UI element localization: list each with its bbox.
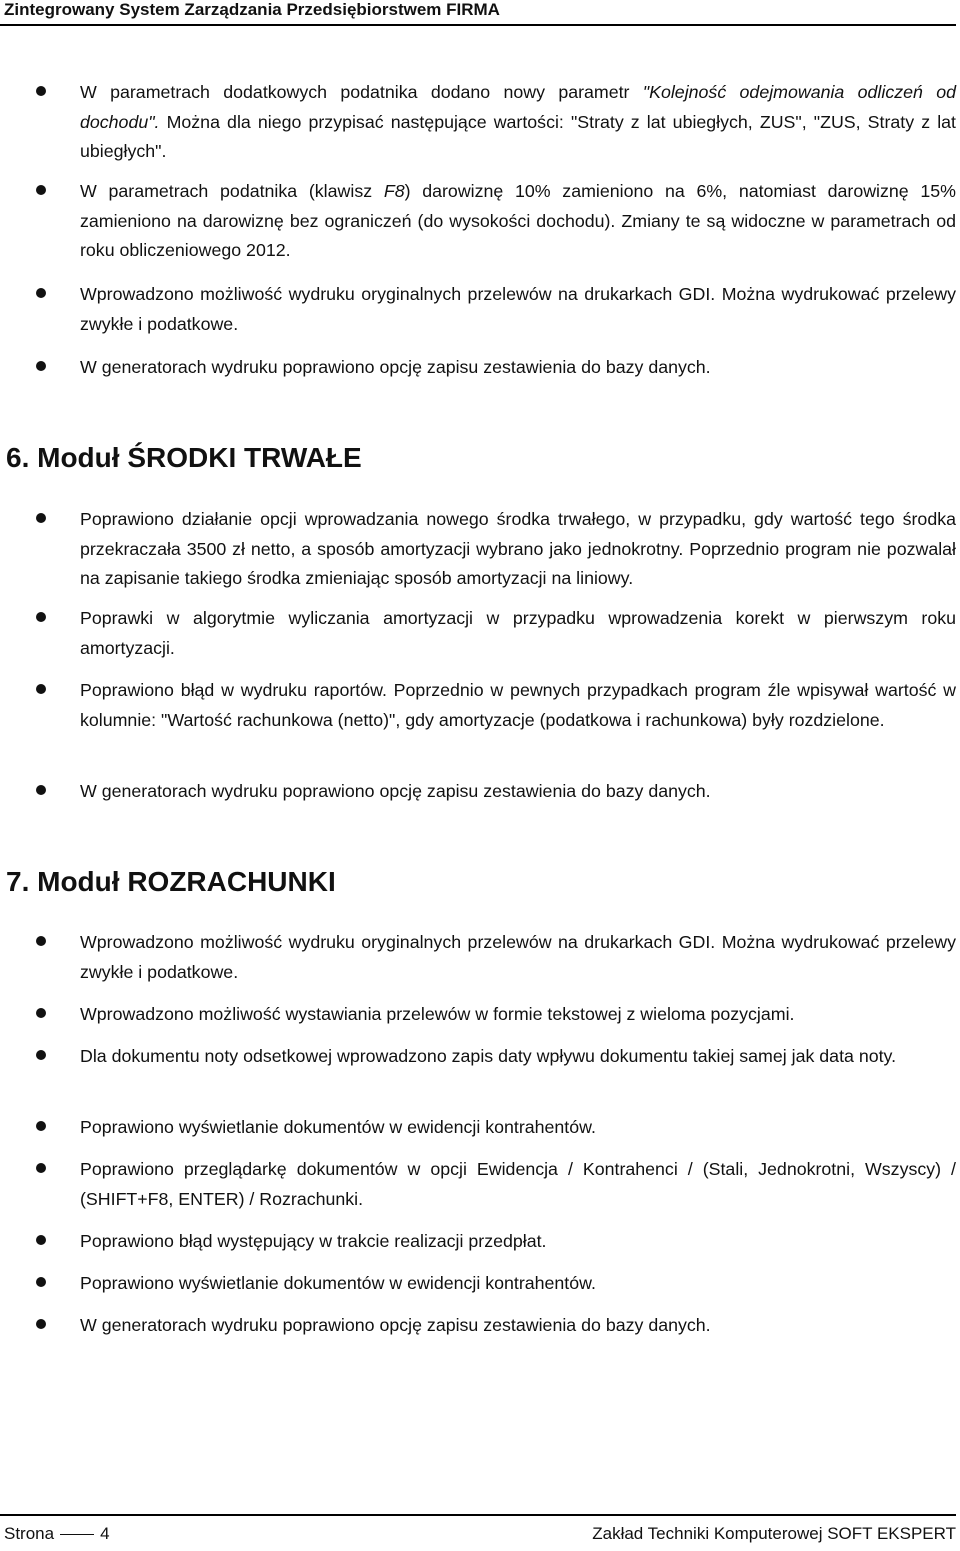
list-item — [80, 1227, 956, 1257]
item-text-segment: Poprawki w algorytmie wyliczania amortyzacji w przypadku wprowadzenia korekt w pierwszym roku amortyzacji. — [80, 608, 956, 658]
item-text-segment: Dla dokumentu noty odsetkowej wprowadzono zapis daty wpływu dokumentu takiej samej jak data noty. — [80, 1046, 897, 1066]
bullet-icon — [36, 785, 46, 795]
item-text-segment: Poprawiono błąd występujący w trakcie realizacji przedpłat. — [80, 1231, 547, 1251]
bullet-icon — [36, 1163, 46, 1173]
bullet-icon — [36, 1319, 46, 1329]
bullet-icon — [36, 1008, 46, 1018]
list-item — [80, 1155, 956, 1214]
list-item — [80, 1000, 956, 1030]
list-item — [80, 78, 956, 167]
list-item — [80, 177, 956, 266]
page-footer — [0, 1514, 956, 1551]
item-text-segment: W parametrach dodatkowych podatnika dodano nowy parametr — [80, 82, 643, 102]
document-title: Zintegrowany System Zarządzania Przedsiębiorstwem FIRMA — [4, 0, 500, 19]
item-text-segment: Poprawiono wyświetlanie dokumentów w ewidencji kontrahentów. — [80, 1117, 596, 1137]
list-item — [80, 280, 956, 339]
list-item — [80, 777, 956, 807]
item-text-segment: W generatorach wydruku poprawiono opcję zapisu zestawienia do bazy danych. — [80, 781, 711, 801]
bullet-icon — [36, 513, 46, 523]
item-text-segment: Poprawiono wyświetlanie dokumentów w ewidencji kontrahentów. — [80, 1273, 596, 1293]
page-number-label — [4, 1524, 110, 1544]
bullet-icon — [36, 361, 46, 371]
item-text-segment: Poprawiono błąd w wydruku raportów. Poprzednio w pewnych przypadkach program źle wpisywał wartość w kolumnie: "Wartość rachunkowa (netto)", gdy amortyzacje (podatkowa i rachunkowa) były rozdzielone. — [80, 680, 956, 730]
section-heading: 6. Moduł ŚRODKI TRWAŁE — [6, 442, 362, 473]
dash-divider — [60, 1534, 94, 1535]
bullet-icon — [36, 612, 46, 622]
list-item — [80, 1042, 956, 1072]
item-text-segment: W generatorach wydruku poprawiono opcję zapisu zestawienia do bazy danych. — [80, 357, 711, 377]
emphasized-text: F8 — [383, 181, 405, 201]
item-text-segment: ) darowiznę 10% zamieniono na 6%, natomiast darowiznę 15% zamieniono na darowiznę bez ograniczeń (do wysokości dochodu). Zmiany te są widoczne w parametrach od roku obliczeniowego 2012. — [80, 181, 956, 260]
item-text-segment: W parametrach podatnika (klawisz — [80, 181, 384, 201]
bullet-icon — [36, 684, 46, 694]
bullet-icon — [36, 1121, 46, 1131]
bullet-icon — [36, 185, 46, 195]
list-item — [80, 1311, 956, 1341]
list-item — [80, 928, 956, 987]
section-heading: 7. Moduł ROZRACHUNKI — [6, 866, 336, 897]
page-label: Strona — [4, 1524, 55, 1543]
list-item — [80, 1113, 956, 1143]
item-text-segment: Można dla niego przypisać następujące wartości: "Straty z lat ubiegłych, ZUS", "ZUS, Straty z lat ubiegłych". — [80, 111, 956, 161]
emphasized-text: "Kolejność odejmowania odliczeń od dochodu". — [80, 82, 956, 132]
item-text-segment: Wprowadzono możliwość wydruku oryginalnych przelewów na drukarkach GDI. Można wydrukować przelewy zwykłe i podatkowe. — [80, 932, 956, 982]
list-item — [80, 505, 956, 594]
bullet-icon — [36, 1277, 46, 1287]
bullet-icon — [36, 1050, 46, 1060]
list-item — [80, 353, 956, 383]
page-header — [0, 0, 956, 26]
bullet-icon — [36, 936, 46, 946]
item-text-segment: Wprowadzono możliwość wystawiania przelewów w formie tekstowej z wieloma pozycjami. — [80, 1004, 795, 1024]
item-text-segment: W generatorach wydruku poprawiono opcję zapisu zestawienia do bazy danych. — [80, 1315, 711, 1335]
item-text-segment: Poprawiono przeglądarkę dokumentów w opcji Ewidencja / Kontrahenci / (Stali, Jednokrotni, Wszyscy) / (SHIFT+F8, ENTER) / Rozrachunki. — [80, 1159, 956, 1209]
page-number: 4 — [100, 1524, 110, 1543]
list-item — [80, 604, 956, 663]
list-item — [80, 1269, 956, 1299]
bullet-icon — [36, 288, 46, 298]
list-item — [80, 676, 956, 735]
bullet-icon — [36, 1235, 46, 1245]
item-text-segment: Wprowadzono możliwość wydruku oryginalnych przelewów na drukarkach GDI. Można wydrukować przelewy zwykłe i podatkowe. — [80, 284, 956, 334]
bullet-icon — [36, 86, 46, 96]
company-name: Zakład Techniki Komputerowej SOFT EKSPERT — [592, 1524, 956, 1543]
item-text-segment: Poprawiono działanie opcji wprowadzania nowego środka trwałego, w przypadku, gdy wartość tego środka przekraczała 3500 zł netto, a sposób amortyzacji wybrano jako jednokrotny. Poprzednio program nie pozwalał na zapisanie takiego środka zmieniając sposób amortyzacji na liniowy. — [80, 509, 956, 588]
